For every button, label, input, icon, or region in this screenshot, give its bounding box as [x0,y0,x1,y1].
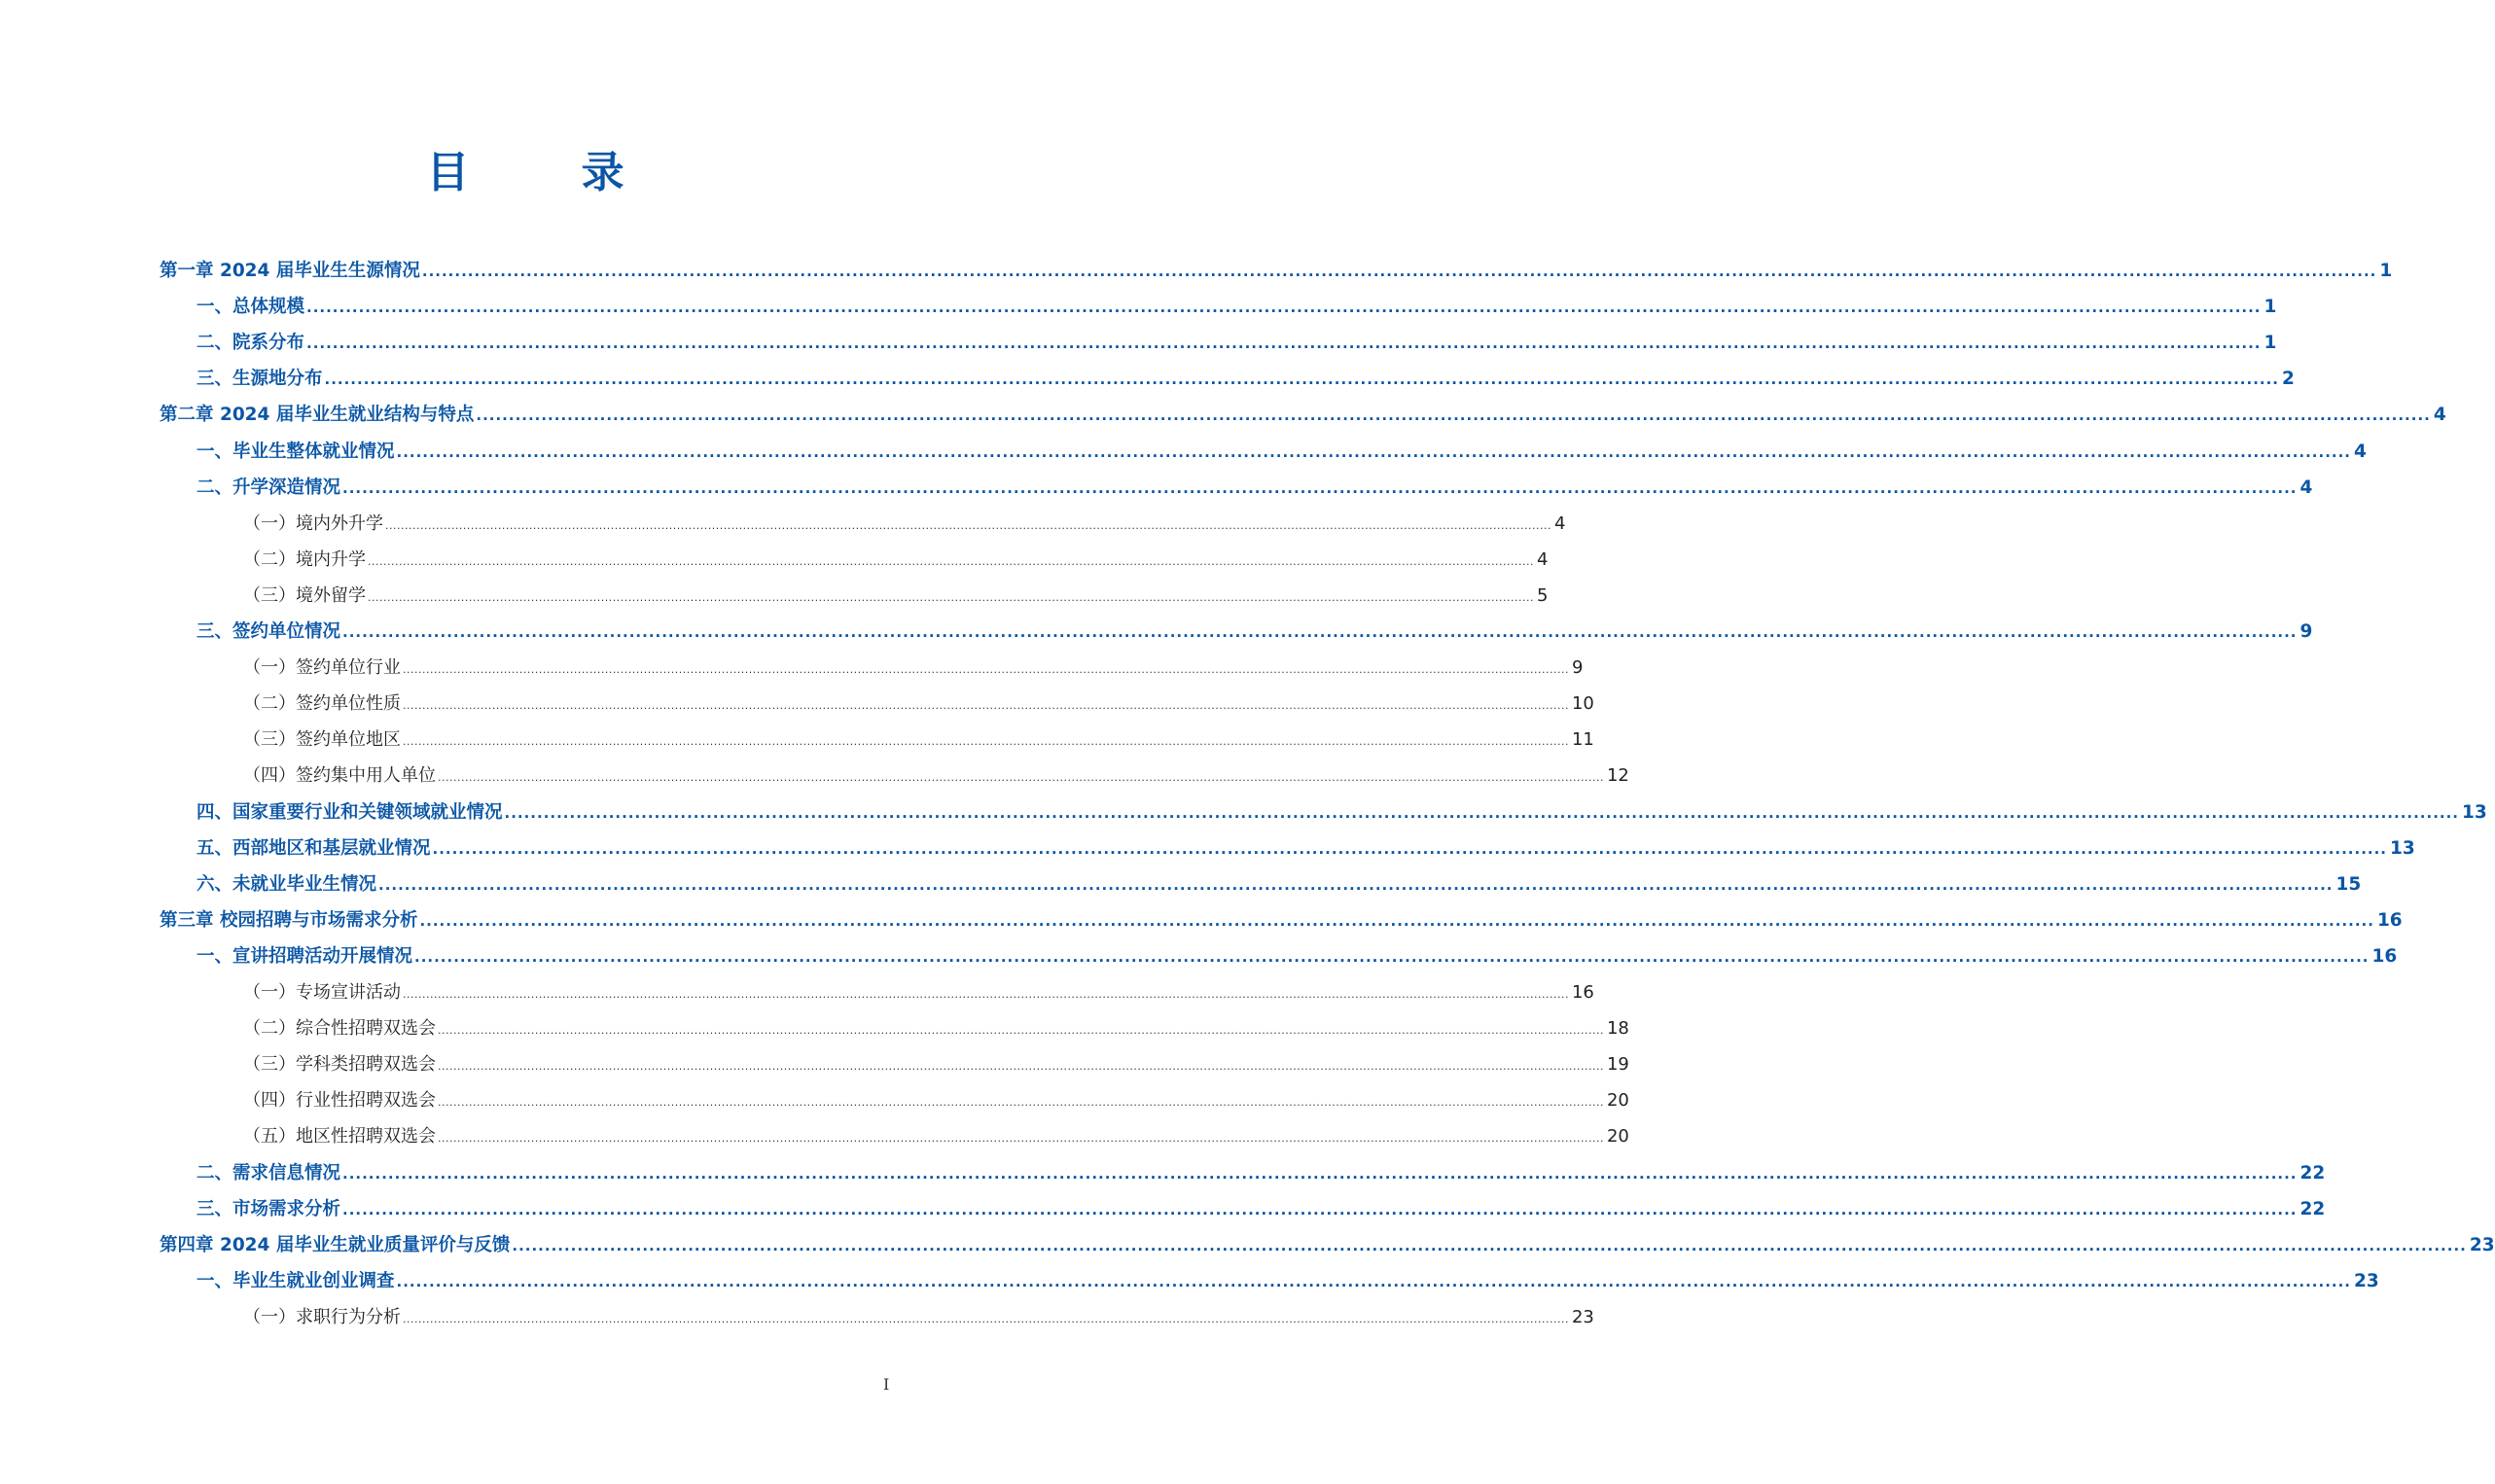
toc-entry-page: 10 [1571,693,1594,715]
toc-dot-leader: ............................................................................................................................................................................................................................................................................................................ [324,371,2279,389]
toc-entry-label: （三）学科类招聘双选会 [243,1054,436,1076]
toc-entry[interactable] [196,327,2277,360]
toc-entry-label: 二、院系分布 [196,333,305,354]
toc-entry-page: 4 [2354,441,2367,462]
toc-entry-page: 13 [2462,801,2487,823]
toc-entry-label: （三）境外留学 [243,584,366,606]
toc-entry-label: （二）境内升学 [243,548,366,570]
toc-entry-label: 第三章 校园招聘与市场需求分析 [160,909,418,931]
toc-entry-label: （二）签约单位性质 [243,693,401,715]
toc-dot-leader: ............................................................................................................................................................................................................................................................................................................ [403,988,1569,1001]
toc-entry-label: （五）地区性招聘双选会 [243,1126,436,1148]
toc-entry-label: 一、毕业生整体就业情况 [196,441,395,462]
toc-entry-page: 20 [1606,1126,1629,1148]
toc-dot-leader: ............................................................................................................................................................................................................................................................................................................ [403,699,1569,713]
toc-entry-page: 2 [2282,369,2295,390]
toc-entry-label: 三、市场需求分析 [196,1198,341,1219]
toc-dot-leader: ............................................................................................................................................................................................................................................................................................................ [414,947,2370,966]
toc-entry[interactable] [160,399,2446,432]
toc-dot-leader: ............................................................................................................................................................................................................................................................................................................ [368,590,1534,604]
toc-entry-page: 16 [2376,909,2403,931]
toc-entry[interactable] [160,1229,2495,1262]
toc-entry-page: 15 [2335,873,2362,895]
toc-entry-page: 13 [2390,837,2415,859]
toc-entry-label: 第四章 2024 届毕业生就业质量评价与反馈 [160,1234,511,1255]
toc-dot-leader: ............................................................................................................................................................................................................................................................................................................ [421,263,2377,280]
toc-entry[interactable] [196,291,2277,324]
toc-dot-leader: ............................................................................................................................................................................................................................................................................................................ [368,554,1534,568]
toc-entry-page: 16 [2371,945,2398,967]
toc-dot-leader: ............................................................................................................................................................................................................................................................................................................ [342,1200,2298,1219]
toc-entry-label: （一）境内外升学 [243,512,383,534]
toc-entry[interactable] [243,688,1594,721]
toc-dot-leader: ............................................................................................................................................................................................................................................................................................................ [476,406,2431,425]
toc-entry-label: 三、签约单位情况 [196,621,341,642]
toc-entry[interactable] [243,1301,1594,1334]
toc-entry-page: 20 [1606,1090,1629,1112]
toc-dot-leader: ............................................................................................................................................................................................................................................................................................................ [306,299,2262,317]
toc-dot-leader: ............................................................................................................................................................................................................................................................................................................ [403,663,1569,677]
toc-entry-label: （一）签约单位行业 [243,657,401,679]
toc-entry-page: 22 [2299,1198,2326,1219]
toc-entry-page: 23 [2354,1270,2379,1291]
toc-dot-leader: ............................................................................................................................................................................................................................................................................................................ [385,518,1551,532]
toc-entry[interactable] [243,1084,1629,1117]
toc-dot-leader: ............................................................................................................................................................................................................................................................................................................ [438,1096,1604,1110]
toc-entry[interactable] [243,652,1584,685]
toc-dot-leader: ............................................................................................................................................................................................................................................................................................................ [342,478,2298,497]
toc-entry-page: 4 [1553,512,1566,534]
toc-entry-page: 18 [1606,1018,1629,1040]
toc-entry-label: 五、西部地区和基层就业情况 [196,837,431,859]
toc-entry[interactable] [160,904,2403,937]
toc-entry[interactable] [196,1265,2379,1298]
toc-dot-leader: ............................................................................................................................................................................................................................................................................................................ [438,1132,1604,1146]
toc-entry[interactable] [196,616,2313,649]
toc-entry-page: 16 [1571,982,1594,1003]
toc-dot-leader: ............................................................................................................................................................................................................................................................................................................ [342,623,2298,641]
toc-entry[interactable] [196,796,2487,830]
page-number: I [883,1375,890,1394]
toc-dot-leader: ............................................................................................................................................................................................................................................................................................................ [306,335,2262,353]
toc-entry[interactable] [243,508,1566,541]
toc-entry-page: 23 [2469,1234,2495,1255]
toc-entry[interactable] [243,1048,1629,1081]
toc-entry[interactable] [243,976,1594,1009]
toc-entry-label: 二、需求信息情况 [196,1162,341,1184]
toc-entry-page: 5 [1536,584,1549,606]
toc-entry-label: （四）行业性招聘双选会 [243,1090,436,1112]
toc-entry-page: 4 [1536,548,1549,570]
toc-entry[interactable] [243,580,1549,613]
toc-dot-leader: ............................................................................................................................................................................................................................................................................................................ [378,875,2334,894]
toc-dot-leader: ............................................................................................................................................................................................................................................................................................................ [438,1024,1604,1038]
toc-entry-label: 一、宣讲招聘活动开展情况 [196,945,413,967]
toc-dot-leader: ............................................................................................................................................................................................................................................................................................................ [438,1060,1604,1074]
toc-entry[interactable] [196,1157,2326,1190]
toc-entry[interactable] [243,760,1629,793]
toc-entry-label: （一）求职行为分析 [243,1306,401,1327]
toc-entry-label: 一、总体规模 [196,297,305,318]
toc-entry-page: 11 [1571,729,1594,751]
toc-entry[interactable] [243,544,1549,577]
toc-entry-label: 四、国家重要行业和关键领域就业情况 [196,801,503,823]
toc-entry-page: 1 [2263,333,2277,354]
toc-entry-page: 4 [2299,477,2313,498]
toc-entry-label: （二）综合性招聘双选会 [243,1018,436,1040]
toc-dot-leader: ............................................................................................................................................................................................................................................................................................................ [396,1272,2351,1290]
toc-dot-leader: ............................................................................................................................................................................................................................................................................................................ [403,735,1569,749]
toc-entry-label: 六、未就业毕业生情况 [196,873,377,895]
toc-entry-label: 三、生源地分布 [196,369,323,390]
toc-entry[interactable] [196,940,2398,973]
toc-entry[interactable] [196,1193,2326,1226]
toc-entry[interactable] [196,472,2313,505]
toc-dot-leader: ............................................................................................................................................................................................................................................................................................................ [504,803,2459,822]
toc-entry-page: 4 [2433,405,2446,426]
page-title: 目 录 [426,148,673,197]
toc-entry[interactable] [243,1120,1629,1153]
toc-dot-leader: ............................................................................................................................................................................................................................................................................................................ [342,1164,2298,1183]
toc-dot-leader: ............................................................................................................................................................................................................................................................................................................ [396,442,2351,461]
toc-entry[interactable] [196,363,2295,396]
toc-entry-label: 第一章 2024 届毕业生生源情况 [160,261,420,281]
toc-entry[interactable] [196,868,2362,901]
toc-dot-leader: ............................................................................................................................................................................................................................................................................................................ [403,1312,1569,1325]
toc-entry-label: 第二章 2024 届毕业生就业结构与特点 [160,405,475,426]
toc-entry-page: 22 [2299,1162,2326,1184]
toc-entry-label: 一、毕业生就业创业调查 [196,1270,395,1291]
toc-entry-page: 23 [1571,1306,1594,1327]
toc-dot-leader: ............................................................................................................................................................................................................................................................................................................ [512,1236,2467,1254]
toc-entry[interactable] [243,724,1594,757]
toc-dot-leader: ............................................................................................................................................................................................................................................................................................................ [438,771,1604,785]
toc-entry-page: 9 [1571,657,1584,679]
toc-entry-label: （四）签约集中用人单位 [243,765,436,787]
toc-dot-leader: ............................................................................................................................................................................................................................................................................................................ [432,839,2387,858]
toc-dot-leader: ............................................................................................................................................................................................................................................................................................................ [419,911,2374,930]
toc-entry-label: （三）签约单位地区 [243,729,401,751]
toc-entry-label: 二、升学深造情况 [196,477,341,498]
toc-entry[interactable] [160,255,2393,288]
toc-entry-page: 9 [2299,621,2313,642]
toc-entry-page: 12 [1606,765,1629,787]
toc-entry-label: （一）专场宣讲活动 [243,982,401,1003]
toc-entry[interactable] [196,436,2367,469]
toc-entry-page: 1 [2263,297,2277,318]
toc-entry-page: 19 [1606,1054,1629,1076]
toc-entry[interactable] [196,832,2415,866]
toc-entry[interactable] [243,1012,1629,1045]
toc-entry-page: 1 [2379,261,2393,281]
